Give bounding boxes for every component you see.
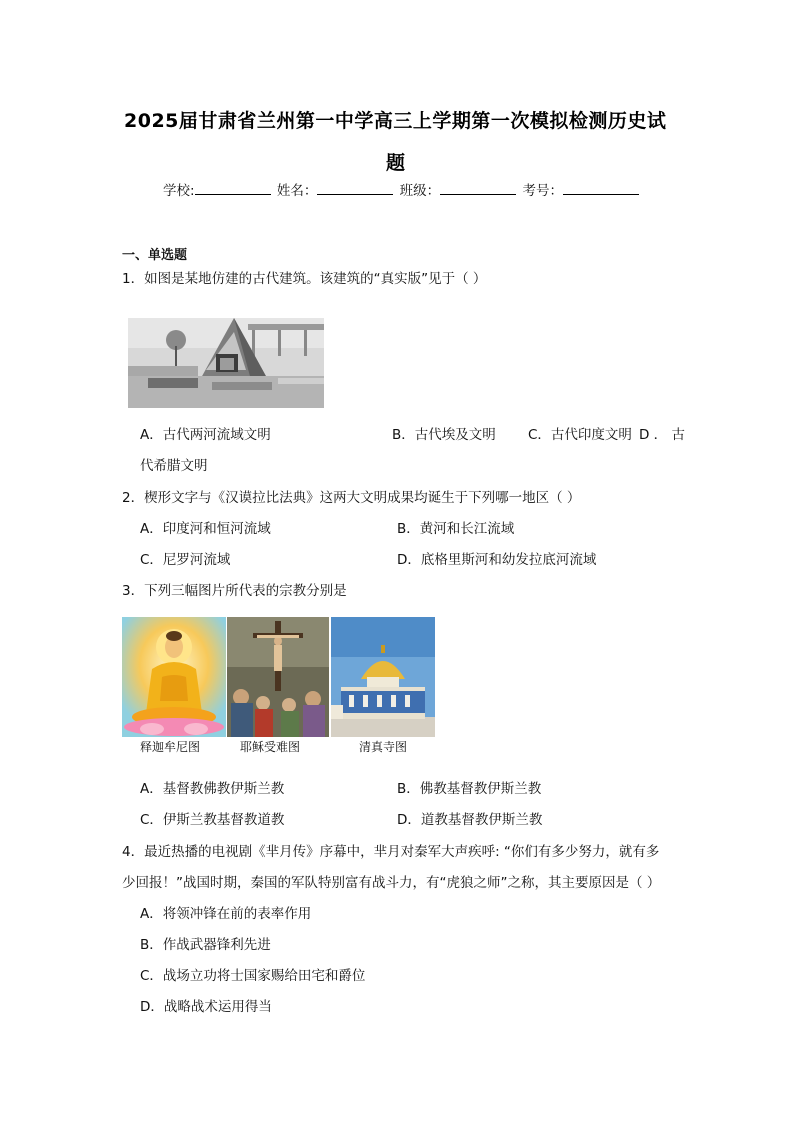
q4-option-c[interactable]: C．战场立功将士国家赐给田宅和爵位 [140, 968, 366, 984]
q1-option-c[interactable]: C．古代印度文明 [528, 427, 632, 443]
q1-option-b[interactable]: B．古代埃及文明 [392, 427, 496, 443]
q4-option-a[interactable]: A．将领冲锋在前的表率作用 [140, 906, 312, 922]
exam-title-line2: 题 [386, 152, 406, 174]
q2-option-c[interactable]: C．尼罗河流域 [140, 552, 231, 568]
exam-title-line1: 2025届甘肃省兰州第一中学高三上学期第一次模拟检测历史试 [124, 110, 667, 132]
q3-option-c[interactable]: C．伊斯兰教基督教道教 [140, 812, 285, 828]
crucifixion-caption: 耶稣受难图 [240, 740, 301, 754]
q1-pyramid-image [128, 318, 324, 408]
q4-stem-line2: 少回报！”战国时期，秦国的军队特别富有战斗力，有“虎狼之师”之称，其主要原因是（ ） [122, 875, 661, 891]
q1-stem: 1．如图是某地仿建的古代建筑。该建筑的“真实版”见于（ ） [122, 271, 487, 287]
class-blank[interactable] [440, 181, 516, 195]
q3-option-d[interactable]: D．道教基督教伊斯兰教 [397, 812, 543, 828]
q1-option-d-continued: 代希腊文明 [140, 458, 208, 474]
q4-option-b[interactable]: B．作战武器锋利先进 [140, 937, 271, 953]
class-label: 班级： [399, 183, 441, 199]
q1-option-d[interactable]: D ． 古 [639, 427, 685, 443]
q3-stem: 3．下列三幅图片所代表的宗教分别是 [122, 583, 347, 599]
q2-option-a[interactable]: A．印度河和恒河流域 [140, 521, 271, 537]
name-label: 姓名： [276, 183, 318, 199]
school-label: 学校: [163, 183, 195, 199]
number-blank[interactable] [563, 181, 639, 195]
mosque-caption: 清真寺图 [359, 740, 408, 754]
buddha-image [122, 617, 226, 737]
q2-option-d[interactable]: D．底格里斯河和幼发拉底河流域 [397, 552, 597, 568]
mosque-image [331, 617, 435, 737]
crucifixion-image [227, 617, 329, 737]
section-heading: 一、单选题 [122, 248, 188, 263]
q3-option-b[interactable]: B．佛教基督教伊斯兰教 [397, 781, 542, 797]
student-info-line [163, 181, 641, 200]
name-blank[interactable] [317, 181, 393, 195]
q1-option-a[interactable]: A．古代两河流域文明 [140, 427, 271, 443]
q4-stem-line1: 4．最近热播的电视剧《芈月传》序幕中，芈月对秦军大声疾呼: “你们有多少努力，就有多 [122, 844, 660, 860]
q3-option-a[interactable]: A．基督教佛教伊斯兰教 [140, 781, 285, 797]
buddha-caption: 释迦牟尼图 [140, 740, 201, 754]
q4-option-d[interactable]: D．战略战术运用得当 [140, 999, 272, 1015]
number-label: 考号： [522, 183, 563, 199]
q2-stem: 2．楔形文字与《汉谟拉比法典》这两大文明成果均诞生于下列哪一地区（ ） [122, 490, 581, 506]
q2-option-b[interactable]: B．黄河和长江流域 [397, 521, 515, 537]
school-blank[interactable] [195, 181, 271, 195]
